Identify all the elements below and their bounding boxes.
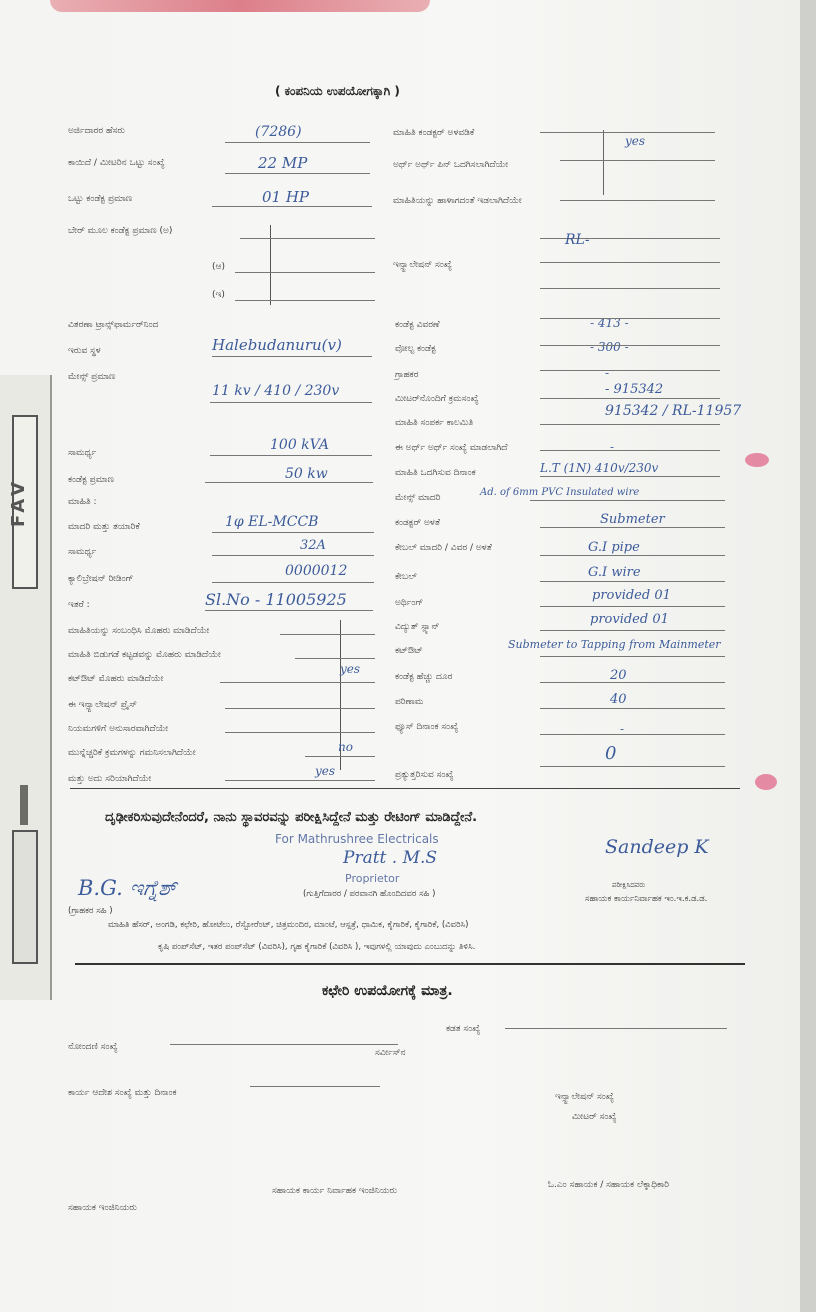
engineer-designation: ಸಹಾಯಕ ಕಾರ್ಯನಿರ್ವಾಹಕ ಇಂ.ಇ.ಕ.ಡ.ಡ. <box>585 894 708 904</box>
field-value: 20 <box>610 668 627 683</box>
field-value: no <box>338 740 353 754</box>
field-value: 22 MP <box>258 154 308 172</box>
field-line <box>540 370 720 371</box>
field-value: - <box>605 366 610 380</box>
file-sub-label: ಸರ್ವೀಸ್‌ನ <box>375 1048 406 1058</box>
field-line <box>235 272 375 273</box>
field-value: 32A <box>300 538 326 553</box>
field-value: 0 <box>605 743 617 764</box>
field-label: ಕೇಬಲ್ ಮಾದರಿ / ವಿವರ / ಅಳತೆ <box>395 543 492 553</box>
field-value: 50 kw <box>285 466 328 482</box>
field-value: G.I pipe <box>588 540 640 555</box>
field-line <box>540 708 725 709</box>
field-value: RL- <box>565 232 590 248</box>
field-line <box>225 173 370 174</box>
footnote-line: ಕೃಷಿ ಪಂಪ್‌ಸೆಟ್, ಇತರ ಪಂಪ್‌ಸೆಟ್ (ವಿವರಿಸಿ), ಗೃಹ ಕೈಗಾರಿಕೆ (ವಿವರಿಸಿ ), ಇವುಗಳಲ್ಲಿ ಯಾವುದು ಎಂಬುದನ್ನು ತಿಳಿಸಿ. <box>158 942 476 952</box>
field-label: ನಿಯಮಗಳಿಗೆ ಅನುಸಾರವಾಗಿದೆಯೇ <box>68 724 169 734</box>
field-label: ಅರ್ಥಿಂಗ್ <box>395 598 424 608</box>
field-label: (ಇ) <box>212 290 225 300</box>
field-value: 0000012 <box>285 563 348 579</box>
field-value: - 915342 <box>605 382 664 397</box>
field-value: - <box>620 722 625 736</box>
field-line <box>170 1044 398 1045</box>
ink-stain <box>755 774 777 790</box>
stamp-signature: Pratt . M.S <box>343 848 438 868</box>
field-label: ಗ್ರಾಹಕರ <box>395 370 419 380</box>
field-label: ಮಾಹಿತಿ ಬಿಡುಗಡೆ ಕಟ್ಟಡವನ್ನು ಮೊಹರು ಮಾಡಿದೆಯೇ <box>68 650 221 660</box>
footnote-line: ಮಾಹಿತಿ ಹೆಸರ್, ಅಂಗಡಿ, ಕಛೇರಿ, ಹೋಟೆಲು, ರೆಸ್ಟೋರೆಂಟ್, ಚಿತ್ರಮಂದಿರ, ಮಾಂಟೆ, ಆಸ್ಪತ್ರೆ, ಧಾಮಿಕ, ಕೈಗಾರಿಕೆ, ಕೈಗಾರಿಕೆ, (ವಿವರಿಸಿ) <box>108 920 469 930</box>
field-line <box>540 734 725 735</box>
field-label: ಕಾಯಿದೆ / ಮೀಟರಿನ ಒಟ್ಟು ಸಂಖ್ಯೆ <box>68 158 165 168</box>
aee-label: ಸಹಾಯಕ ಕಾರ್ಯ ನಿರ್ವಾಹಕ ಇಂಜಿನಿಯರು <box>272 1186 398 1196</box>
stamp-role: Proprietor <box>345 872 400 885</box>
field-line <box>540 630 725 631</box>
field-line <box>205 610 373 611</box>
field-label: ವಿತರಣಾ ಟ್ರಾನ್ಸ್‌ಫಾರ್ಮರ್‌ನಿಂದ <box>68 320 159 330</box>
field-line <box>540 450 720 451</box>
field-value: (7286) <box>255 124 302 140</box>
section-divider <box>70 788 740 789</box>
field-line <box>225 142 370 143</box>
field-line <box>540 345 720 346</box>
field-line <box>220 682 375 683</box>
binding-tab-lower <box>12 830 38 964</box>
field-label: ಕಟ್‌ಔಟ್ <box>395 646 423 656</box>
ink-stain <box>745 453 769 467</box>
field-label: ಈ ಅರ್ಥ್ ಅರ್ಥ್ ಸಂಖ್ಯೆ ಮಾಡಲಾಗಿದೆ <box>395 443 508 453</box>
field-value: 11 kv / 410 / 230v <box>212 383 340 399</box>
field-label: ಸಾಮರ್ಥ್ಯ <box>68 547 97 557</box>
field-line <box>212 206 372 207</box>
assistant-engineer-label: ಸಹಾಯಕ ಇಂಜಿನಿಯರು <box>68 1203 137 1213</box>
side-tab-label: FAV <box>7 478 29 527</box>
field-value: yes <box>315 764 336 778</box>
field-label: ಮೀಟರ್‌ನೊಂದಿಗೆ ಕ್ರಮಸಂಖ್ಯೆ <box>395 394 479 404</box>
pink-folder-edge <box>50 0 430 12</box>
field-label: ವಿದ್ಯುತ್ ಸ್ಪ್ಯಾನ್ <box>395 622 440 632</box>
field-label: ಕೇಬಲ್ <box>395 572 417 582</box>
field-value: provided 01 <box>592 588 671 603</box>
field-line <box>540 581 725 582</box>
file-no-label: ಕಡತ ಸಂಖ್ಯೆ <box>446 1024 481 1034</box>
consumer-sign-label: (ಗ್ರಾಹಕರ ಸಹಿ ) <box>68 906 113 916</box>
field-label: ಫ್ಯೂಸ್ ದಿನಾಂಕ ಸಂಖ್ಯೆ <box>395 722 459 732</box>
field-label: ಕ್ಯಾಲಿಬ್ರೇಷನ್ ರೀಡಿಂಗ್ <box>68 574 134 584</box>
field-value: yes <box>340 662 361 676</box>
field-label: ಕಂಡೆಕ್ಟ ಪ್ರಮಾಣ <box>68 475 114 485</box>
field-label: ಬೇರ್ ಮೂಲ ಕಂಡೆಕ್ಟ ಪ್ರಮಾಣ (ಅ) <box>68 226 173 236</box>
field-label: ಕಟ್‌ಔಟ್ ಮೊಹರು ಮಾಡಿದೆಯೇ <box>68 674 164 684</box>
engineer-signature: Sandeep K <box>605 836 709 858</box>
field-line <box>210 455 372 456</box>
field-value: - <box>610 440 615 454</box>
file-binding-strip <box>0 375 52 1000</box>
section-divider <box>75 963 745 965</box>
field-line <box>240 238 375 239</box>
field-label: ಮಾಹಿತಿ ಸಂಪರ್ಕ ಕಾಲಮಿತಿ <box>395 418 474 428</box>
field-line <box>212 532 374 533</box>
registration-label: ನೋಂದಣಿ ಸಂಖ್ಯೆ <box>68 1042 118 1052</box>
engineer-label: ಪರೀಕ್ಷಿಸಿದವರು <box>612 881 646 889</box>
field-label: ಕಂಡಕ್ಟರ್ ಅಳತೆ <box>395 518 440 528</box>
field-label: ಸಾಮರ್ಥ್ಯ <box>68 448 97 458</box>
accounts-officer-label: ಓ.ಎಂ ಸಹಾಯಕ / ಸಹಾಯಕ ಲೆಕ್ಕಾಧಿಕಾರಿ <box>548 1180 669 1190</box>
field-label: ಕಂಡೆಕ್ಟ ವಿವರಣೆ <box>395 320 440 330</box>
field-line <box>250 1086 380 1087</box>
field-line <box>540 555 725 556</box>
field-line <box>540 606 725 607</box>
company-stamp: For Mathrushree Electricals <box>275 832 439 846</box>
field-value: 01 HP <box>262 188 310 206</box>
field-label: ಇರುವ ಸ್ಥಳ <box>68 346 101 356</box>
field-label: ಕಂಡೆಕ್ಟ ಹೆಚ್ಚು ದೂರ <box>395 672 453 682</box>
field-line <box>540 132 715 133</box>
field-label: ಮತ್ತು ಅದು ಸರಿಯಾಗಿದೆಯೇ <box>68 774 152 784</box>
field-label: ಮಾಹಿತಿ : <box>68 497 97 507</box>
field-line <box>540 262 720 263</box>
field-line <box>540 682 725 683</box>
field-label: ಮೇನ್ಸ್ ಮಾದರಿ <box>395 493 441 503</box>
field-label: ಮಾಹಿತಿ ಒದಗಿಸುವ ದಿನಾಂಕ <box>395 468 476 478</box>
field-value: G.I wire <box>588 565 641 580</box>
field-value: L.T (1N) 410v/230v <box>540 461 659 475</box>
field-label: ಅರ್ಜಿದಾರರ ಹೆಸರು <box>68 126 126 136</box>
field-value: Submeter <box>600 512 665 527</box>
field-line <box>540 424 720 425</box>
field-line <box>305 756 375 757</box>
field-value: 40 <box>610 692 627 707</box>
field-line <box>235 300 375 301</box>
field-value: Sl.No - 11005925 <box>205 590 347 609</box>
bracket-line <box>270 225 271 305</box>
field-label: ಇನ್ಸ್ಟಾಲೇಷನ್ ಸಂಖ್ಯೆ <box>393 260 452 270</box>
field-label: ಪರಿಣಾಮ <box>395 697 424 707</box>
contractor-sign-label: (ಗುತ್ತಿಗೆದಾರರ / ಪರವಾನಗಿ ಹೊಂದಿದವರ ಸಹಿ ) <box>303 889 436 899</box>
field-label: ಇತರೆ : <box>68 600 90 610</box>
field-line <box>505 1028 727 1029</box>
field-line <box>212 356 372 357</box>
field-label: ವೋಲ್ಟ ಕಂಡೆಕ್ಟ <box>395 344 436 354</box>
binding-tab <box>7 415 38 589</box>
field-label: ಮಾಹಿತಿಯನ್ನು ಹಾಳಾಗದಂತೆ ಇಡಲಾಗಿದೆಯೇ <box>393 196 522 206</box>
field-value: 100 kVA <box>270 437 329 453</box>
field-line <box>540 527 725 528</box>
field-line <box>530 500 725 501</box>
binding-clip <box>20 785 28 825</box>
field-label: ಮೇನ್ಸ್ ಪ್ರಮಾಣ <box>68 372 116 382</box>
field-line <box>540 288 720 289</box>
field-label: ಮಾಹಿತಿಯನ್ನು ಸಂಬಂಧಿಸಿ ಮೊಹರು ಮಾಡಿದೆಯೇ <box>68 626 210 636</box>
field-value: 915342 / RL-11957 <box>605 403 742 419</box>
field-label: ಮಾಹಿತಿ ಕಂಡಕ್ಟರ್ ಅಳವಡಿಕೆ <box>393 128 475 138</box>
field-value: Submeter to Tapping from Mainmeter <box>508 638 721 651</box>
work-order-label: ಕಾರ್ಯ ಆದೇಶ ಸಂಖ್ಯೆ ಮತ್ತು ದಿನಾಂಕ <box>68 1088 177 1098</box>
consumer-signature: B.G. ಇಗ್ನೆಶ್ <box>78 876 177 900</box>
field-label: ಒಟ್ಟು ಕಂಡೆಕ್ಟ ಪ್ರಮಾಣ <box>68 194 133 204</box>
field-line <box>212 555 374 556</box>
field-line <box>225 732 375 733</box>
field-value: 1φ EL-MCCB <box>225 514 319 530</box>
field-line <box>205 482 373 483</box>
field-label: ಮುನ್ನೆಚ್ಚರಿಕೆ ಕ್ರಮಗಳನ್ನು ಗಮನಿಸಲಾಗಿದೆಯೇ <box>68 748 196 758</box>
field-line <box>225 708 375 709</box>
field-value: - 413 - <box>590 316 629 330</box>
field-line <box>560 200 715 201</box>
field-line <box>225 780 375 781</box>
bracket-line <box>603 130 604 195</box>
meter-no-label: ಮೀಟರ್ ಸಂಖ್ಯೆ <box>572 1112 617 1122</box>
installation-no-label: ಇನ್ಸ್ಟಾಲೇಷನ್ ಸಂಖ್ಯೆ <box>555 1092 614 1102</box>
field-label: ಅರ್ಥ್ ಅರ್ಥ್ ಪಿನ್ ಒದಗಿಸಲಾಗಿದೆಯೇ <box>393 160 509 170</box>
field-label: ಪ್ರತ್ಯುತ್ತರಿಸುವ ಸಂಖ್ಯೆ <box>395 770 454 780</box>
field-line <box>540 398 720 399</box>
field-value: Halebudanuru(v) <box>212 336 342 354</box>
field-value: - 300 - <box>590 340 629 354</box>
field-line <box>295 658 375 659</box>
office-use-heading: ಕಛೇರಿ ಉಪಯೋಗಕ್ಕೆ ಮಾತ್ರ. <box>322 983 453 999</box>
field-line <box>540 766 725 767</box>
field-line <box>280 634 375 635</box>
field-line <box>540 476 720 477</box>
field-value: Ad. of 6mm PVC Insulated wire <box>480 487 640 498</box>
field-line <box>560 160 715 161</box>
field-label: ಈ ಇನ್ಸ್ಟಾಲೇಷನ್ ಪ್ರೈಸ್ <box>68 700 137 710</box>
field-line <box>212 582 374 583</box>
field-label: (ಆ) <box>212 262 225 272</box>
field-line <box>210 402 372 403</box>
field-value: yes <box>625 134 646 148</box>
field-line <box>540 318 720 319</box>
field-value: provided 01 <box>590 612 669 627</box>
declaration-text: ದೃಢೀಕರಿಸುವುದೇನೆಂದರೆ, ನಾನು ಸ್ಥಾವರವನ್ನು ಪರೀಕ್ಷಿಸಿದ್ದೇನೆ ಮತ್ತು ರೇಟಿಂಗ್ ಮಾಡಿದ್ದೇನೆ. <box>105 810 478 825</box>
field-line <box>540 656 725 657</box>
field-label: ಮಾದರಿ ಮತ್ತು ತಯಾರಿಕೆ <box>68 522 140 532</box>
form-title: ( ಕಂಪನಿಯ ಉಪಯೋಗಕ್ಕಾಗಿ ) <box>275 84 400 98</box>
